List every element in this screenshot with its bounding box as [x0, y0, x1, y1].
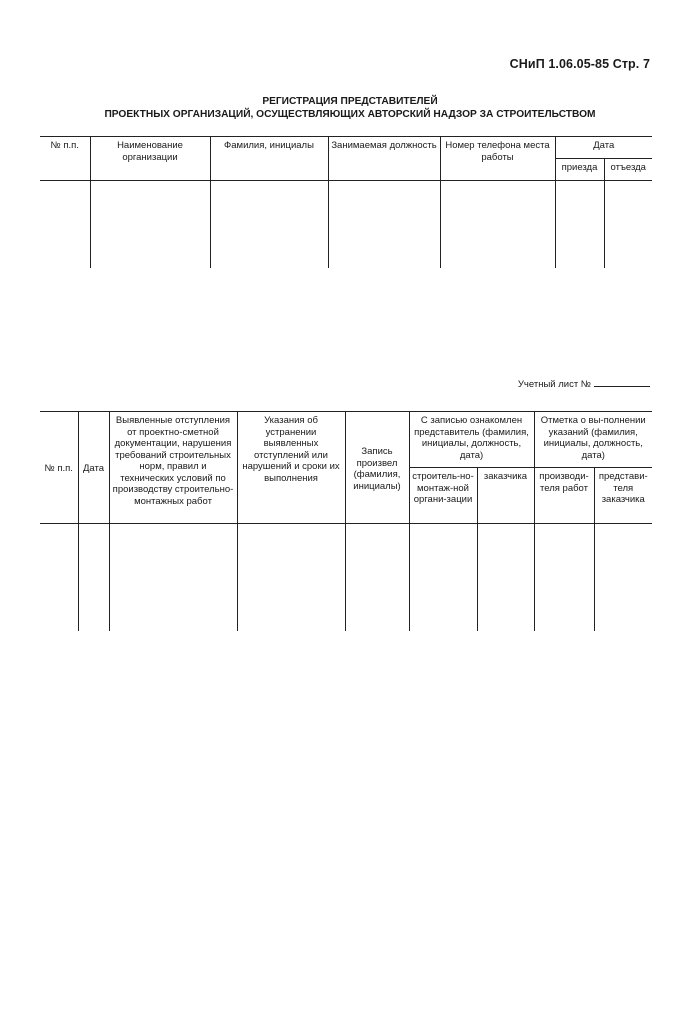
- col-record: Запись произвел (фамилия, инициалы): [345, 412, 409, 524]
- col-phone: Номер телефона места работы: [440, 137, 555, 181]
- cell: [594, 524, 652, 632]
- col-position: Занимаемая должность: [328, 137, 440, 181]
- table-row: [40, 524, 652, 632]
- col-departure: отъезда: [604, 159, 652, 181]
- cell: [40, 524, 78, 632]
- cell: [328, 181, 440, 269]
- col-date: Дата: [78, 412, 109, 524]
- cell: [78, 524, 109, 632]
- cell: [345, 524, 409, 632]
- cell: [440, 181, 555, 269]
- col-customer-rep: представи-теля заказчика: [594, 468, 652, 524]
- cell: [210, 181, 328, 269]
- cell: [40, 181, 90, 269]
- cell: [237, 524, 345, 632]
- supervision-table: [40, 411, 652, 631]
- cell: [555, 181, 604, 269]
- col-num: № п.п.: [40, 137, 90, 181]
- table-row: [40, 181, 652, 269]
- col-arrival: приезда: [555, 159, 604, 181]
- cell: [90, 181, 210, 269]
- col-customer: заказчика: [477, 468, 534, 524]
- col-organization: Наименование организации: [90, 137, 210, 181]
- account-number-blank: [594, 377, 650, 387]
- form1-title-line1: РЕГИСТРАЦИЯ ПРЕДСТАВИТЕЛЕЙ: [262, 96, 438, 107]
- account-sheet: [518, 377, 650, 390]
- representatives-table: [40, 136, 652, 268]
- col-producer: производи-теля работ: [534, 468, 594, 524]
- col-contractor: строитель-но-монтаж-ной органи-зации: [409, 468, 477, 524]
- col-acquainted: С записью ознакомлен представитель (фамилия, инициалы, должность, дата): [409, 412, 534, 468]
- cell: [109, 524, 237, 632]
- col-num: № п.п.: [40, 412, 78, 524]
- cell: [604, 181, 652, 269]
- col-name: Фамилия, инициалы: [210, 137, 328, 181]
- cell: [409, 524, 477, 632]
- cell: [534, 524, 594, 632]
- page-header: СНиП 1.06.05-85 Стр. 7: [509, 57, 650, 71]
- account-label: Учетный лист №: [517, 379, 591, 390]
- col-completion: Отметка о вы-полнении указаний (фамилия, инициалы, должность, дата): [534, 412, 652, 468]
- col-instructions: Указания об устранении выявленных отступлений или нарушений и сроки их выполнения: [237, 412, 345, 524]
- cell: [477, 524, 534, 632]
- col-date: Дата: [555, 137, 652, 159]
- col-deviations: Выявленные отступления от проектно-сметной документации, нарушения требований строительных норм, правил и технических условий по производству строительно-монтажных работ: [109, 412, 237, 524]
- form1-title-line2: ПРОЕКТНЫХ ОРГАНИЗАЦИЙ, ОСУЩЕСТВЛЯЮЩИХ АВТОРСКИЙ НАДЗОР ЗА СТРОИТЕЛЬСТВОМ: [104, 109, 596, 120]
